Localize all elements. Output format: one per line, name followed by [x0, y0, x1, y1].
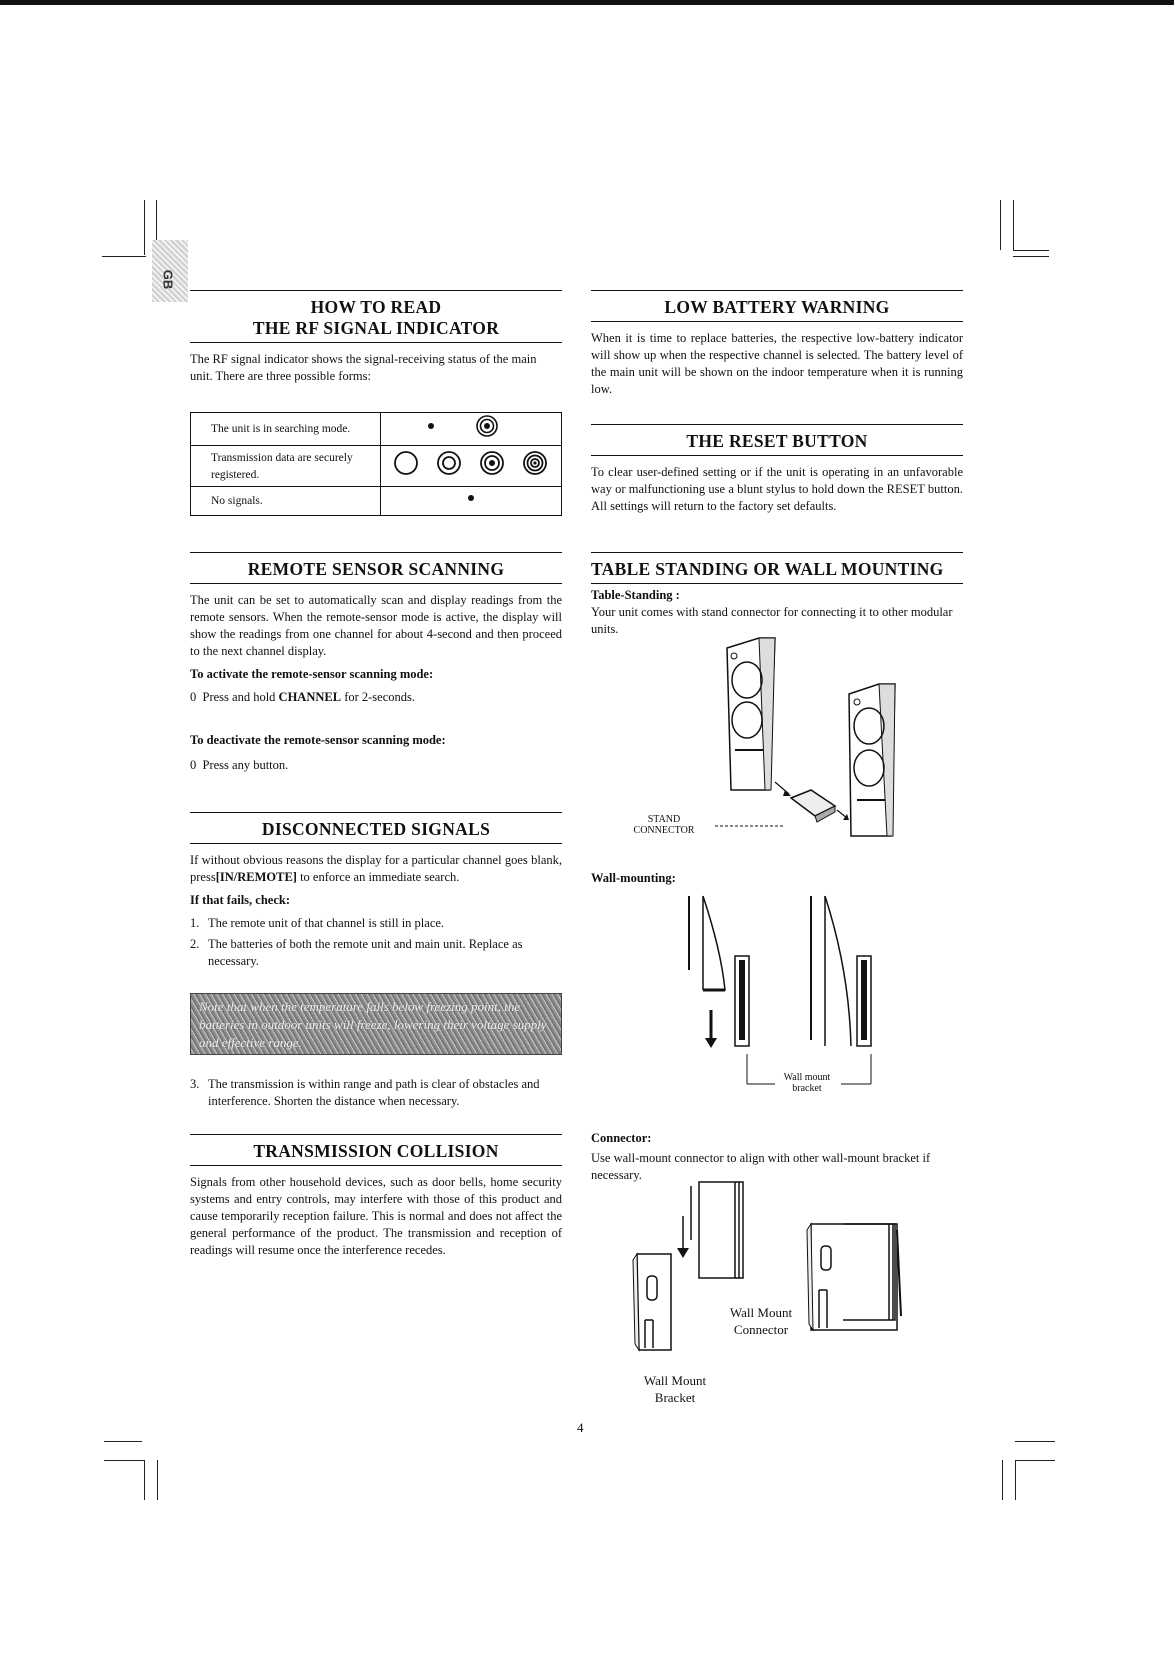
crop-mark [157, 1460, 158, 1500]
language-tab [152, 240, 188, 302]
conn-label-line1: Wall Mount [729, 1305, 793, 1320]
rf-title-line1: HOW TO READ [310, 297, 442, 317]
disconnected-body [190, 852, 562, 886]
conn-label-line2: Connector [733, 1322, 789, 1337]
deactivate-step [190, 757, 562, 774]
reset-section [591, 424, 963, 515]
activate-step-prefix: Press and hold [202, 690, 279, 704]
wall-label-line2: bracket [792, 1083, 822, 1094]
crop-mark [1013, 200, 1014, 250]
activate-heading: To activate the remote-sensor scanning mode: [190, 667, 434, 681]
crop-mark [1015, 1460, 1016, 1500]
check-item-text: The transmission is within range and path is clear of obstacles and interference. Shorten the distance when necessary. [208, 1077, 540, 1108]
freezing-note-box: Note that when the temperature falls below freezing point, the batteries in outdoor units will freeze, lowering their voltage supply and effective range. [190, 993, 562, 1055]
check-item-text: The batteries of both the remote unit and main unit. Replace as necessary. [208, 937, 523, 968]
signal-searching-icon [381, 413, 561, 439]
crop-mark [1013, 250, 1049, 251]
connector-heading: Connector: [591, 1131, 652, 1145]
section-rule [591, 424, 963, 425]
rf-icon-cell [381, 413, 562, 446]
rf-state-cell: The unit is in searching mode. [191, 413, 381, 446]
rf-state-cell: No signals. [191, 487, 381, 516]
check-item-number: 2. [190, 937, 200, 951]
section-rule [190, 290, 562, 291]
low-battery-body: When it is time to replace batteries, the respective low-battery indicator will show up when the respective channel is selected. The battery level of the main unit will be shown on the indoor temperature when it is running low. [591, 331, 963, 396]
disconnected-body-suffix: to enforce an immediate search. [296, 870, 460, 884]
wall-mounting-illustration [681, 890, 901, 1060]
section-rule [190, 812, 562, 813]
check-item-text: The remote unit of that channel is still in place. [208, 916, 445, 930]
section-rule [591, 552, 963, 553]
channel-key: CHANNEL [278, 690, 342, 704]
collision-title: TRANSMISSION COLLISION [190, 1141, 562, 1166]
stand-label-line2: CONNECTOR [633, 825, 695, 836]
rf-icon-cell [381, 446, 562, 487]
rf-intro: The RF signal indicator shows the signal-receiving status of the main unit. There are three possible forms: [190, 352, 537, 383]
in-remote-key: [IN/REMOTE] [215, 870, 297, 884]
rf-indicator-table [190, 412, 562, 516]
table-row [191, 487, 562, 516]
check-item [190, 1076, 562, 1110]
step-bullet: 0 [190, 690, 197, 704]
collision-body: Signals from other household devices, such as door bells, home security systems and entry controls, may interfere with those of this product and cause temporarily reception failure. This is normal and does not affect the general performance of the product. The transmission and reception of readings will resume once the interference recedes. [190, 1175, 562, 1257]
connector-body: Use wall-mount connector to align with other wall-mount bracket if necessary. [591, 1151, 931, 1182]
check-item [190, 915, 562, 932]
crop-mark [104, 1460, 144, 1461]
reset-body: To clear user-defined setting or if the unit is operating in an unfavorable way or malfunctioning use a blunt stylus to hold down the RESET button. All settings will return to the factory set defaults. [591, 465, 963, 513]
crop-mark [1015, 1460, 1055, 1461]
left-column [190, 0, 562, 1400]
remote-scan-section [190, 552, 562, 774]
low-battery-title: LOW BATTERY WARNING [591, 297, 963, 322]
crop-mark [102, 256, 146, 257]
wall-mount-bracket-label [625, 1372, 725, 1406]
signal-none-icon [381, 488, 561, 508]
rf-state-cell: Transmission data are securely registered. [191, 446, 381, 487]
crop-mark [144, 200, 145, 255]
disconnected-section [190, 812, 562, 970]
remote-scan-title: REMOTE SENSOR SCANNING [190, 559, 562, 584]
check-item-number: 1. [190, 916, 200, 930]
crop-mark [1002, 1460, 1003, 1500]
wall-mounting-heading: Wall-mounting: [591, 871, 676, 885]
section-rule [190, 1134, 562, 1135]
page-number: 4 [577, 1420, 584, 1435]
language-tab-label: GB [160, 269, 176, 290]
rf-section [190, 290, 562, 385]
check-item-3-wrap [190, 1076, 562, 1110]
rf-title-line2: THE RF SIGNAL INDICATOR [190, 318, 562, 343]
table-row [191, 413, 562, 446]
deactivate-step-text: Press any button. [202, 758, 289, 772]
low-battery-section [591, 290, 963, 398]
section-rule [190, 552, 562, 553]
check-item-number: 3. [190, 1077, 200, 1091]
table-standing-illustration [671, 630, 911, 850]
check-heading: If that fails, check: [190, 893, 290, 907]
bracket-label-line2: Bracket [654, 1390, 696, 1405]
disconnected-title: DISCONNECTED SIGNALS [190, 819, 562, 844]
top-edge-bar [0, 0, 1174, 5]
table-standing-heading: Table-Standing : [591, 588, 680, 602]
activate-step [190, 689, 562, 706]
wall-mount-connector-label [701, 1304, 821, 1338]
crop-mark [1015, 1441, 1055, 1442]
wall-label-line1: Wall mount [783, 1072, 831, 1083]
table-row [191, 446, 562, 487]
disconnected-body-prefix: If without obvious reasons the display for a particular channel goes blank, press [190, 853, 562, 884]
stand-label-line1: STAND [647, 814, 681, 825]
wall-bracket-label [771, 1072, 843, 1094]
activate-step-suffix: for 2-seconds. [341, 690, 416, 704]
crop-mark [1000, 200, 1001, 250]
crop-mark [144, 1460, 145, 1500]
crop-mark [1013, 256, 1049, 257]
section-rule [591, 290, 963, 291]
remote-scan-body: The unit can be set to automatically scan and display readings from the remote sensors. When the remote-sensor mode is active, the display will show the readings from one channel for about 4-second and then proceed to the next channel display. [190, 593, 562, 658]
mounting-title: TABLE STANDING OR WALL MOUNTING [591, 559, 963, 584]
deactivate-heading: To deactivate the remote-sensor scanning mode: [190, 733, 446, 747]
bracket-label-line1: Wall Mount [643, 1373, 707, 1388]
signal-registered-icon [381, 446, 561, 480]
mounting-section [591, 552, 963, 638]
check-item [190, 936, 562, 970]
reset-title: THE RESET BUTTON [591, 431, 963, 456]
right-column [591, 0, 963, 1420]
rf-icon-cell [381, 487, 562, 516]
stand-connector-label [629, 814, 699, 836]
crop-mark [104, 1441, 142, 1442]
collision-section [190, 1134, 562, 1259]
step-bullet: 0 [190, 758, 197, 772]
table-standing-body: Your unit comes with stand connector for connecting it to other modular units. [591, 605, 953, 636]
